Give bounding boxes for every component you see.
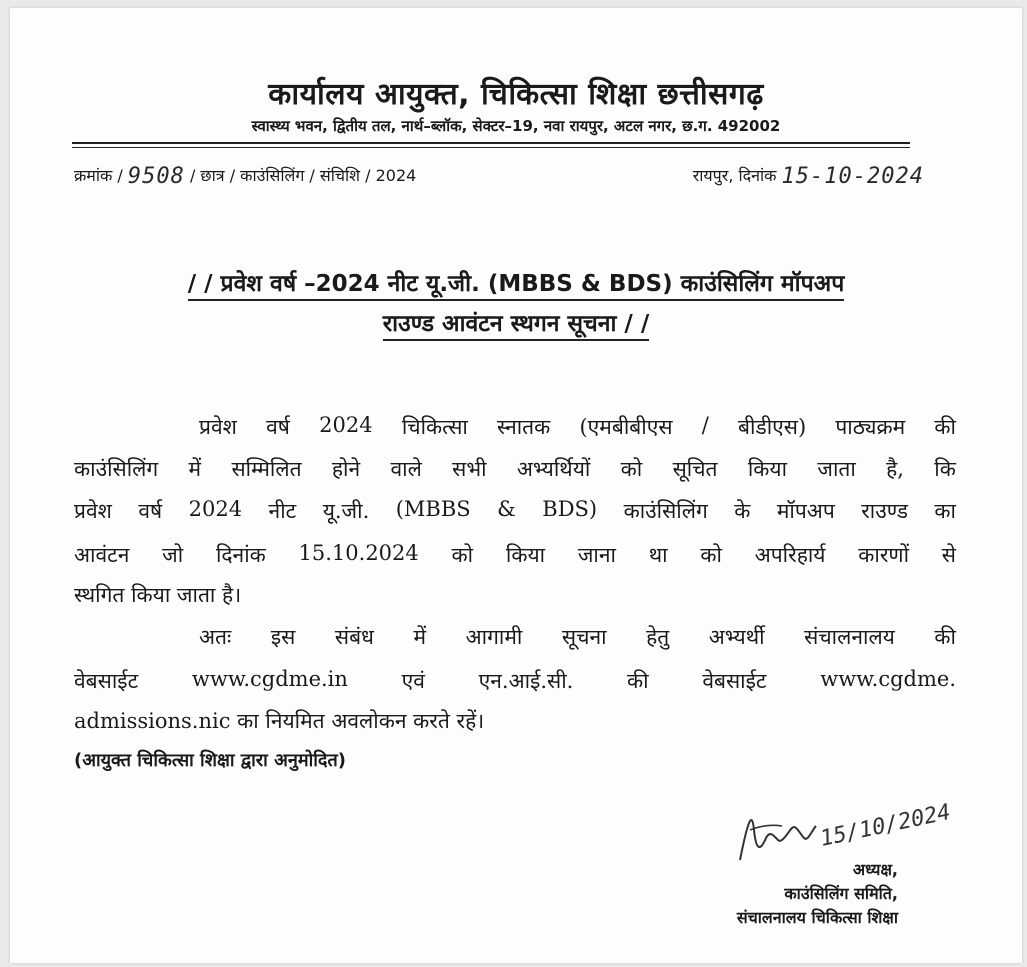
body-word: मॉपअप — [776, 499, 835, 523]
place-label: रायपुर, दिनांक — [692, 166, 777, 185]
body-word: नीट — [268, 499, 297, 523]
header-divider-thin — [72, 147, 910, 148]
body-word: सम्मिलित — [231, 457, 302, 481]
body-word: (एमबीबीएस — [579, 415, 673, 439]
body-line — [199, 623, 956, 651]
body-word: पाठ्यक्रम — [835, 415, 906, 439]
body-word: काउंसिलिंग — [74, 457, 159, 481]
signature-date: 15/10/2024 — [818, 799, 950, 852]
signatory-department: संचालनालय चिकित्सा शिक्षा — [736, 908, 898, 927]
body-word: प्रवेश — [74, 499, 112, 523]
header-divider-thick — [72, 142, 910, 144]
body-word: के — [734, 499, 751, 523]
body-word: होने — [331, 457, 361, 481]
body-word: को — [700, 543, 722, 567]
body-word: यू.जी. — [322, 499, 370, 523]
body-word: 2024 — [319, 413, 373, 437]
office-title: कार्यालय आयुक्त, चिकित्सा शिक्षा छत्तीसगढ़ — [268, 77, 764, 112]
body-word: सूचना — [561, 625, 607, 649]
body-word: को — [451, 543, 474, 567]
signatory-committee: काउंसिलिंग समिति, — [784, 884, 898, 903]
body-word: एवं — [401, 669, 425, 693]
body-word: वर्ष — [266, 415, 290, 439]
body-word: को — [620, 457, 643, 481]
body-word: (MBBS — [395, 497, 471, 521]
body-line — [199, 413, 956, 441]
body-word: था — [648, 543, 668, 567]
body-word: अपरिहार्य — [754, 543, 826, 567]
reference-number — [74, 162, 416, 187]
body-word: राउण्ड — [861, 499, 908, 523]
body-word: एन.आई.सी. — [478, 669, 574, 693]
reference-handwritten-number: 9508 — [127, 164, 185, 189]
body-word: वेबसाईट — [702, 669, 767, 693]
body-word: जो — [162, 543, 184, 567]
body-word: कि — [934, 457, 956, 481]
body-word: जाता — [817, 457, 856, 481]
body-word: संचालनालय — [804, 625, 895, 649]
handwritten-signature — [730, 790, 950, 880]
body-word: काउंसिलिंग — [623, 499, 708, 523]
body-word: दिनांक — [215, 543, 266, 567]
body-word: की — [627, 669, 649, 693]
body-word: आगामी — [465, 625, 523, 649]
subject-line-2 — [10, 306, 1022, 338]
body-word: अभ्यर्थी — [708, 625, 765, 649]
subject-text-2: राउण्ड आवंटन स्थगन सूचना / / — [383, 311, 649, 341]
body-word: हेतु — [646, 625, 670, 649]
body-word: संबंध — [334, 625, 374, 649]
body-word: www.cgdme.in — [191, 667, 348, 691]
body-word: बीडीएस) — [738, 415, 807, 439]
body-word: से — [941, 543, 956, 567]
body-word: कारणों — [858, 543, 910, 567]
reference-prefix: क्रमांक / — [74, 166, 123, 185]
reference-row — [74, 156, 924, 189]
body-word: 2024 — [188, 497, 243, 521]
approval-note: (आयुक्त चिकित्सा शिक्षा द्वारा अनुमोदित) — [74, 750, 346, 771]
body-word: www.cgdme. — [820, 667, 956, 691]
body-word: है, — [886, 457, 904, 481]
body-word: किया — [505, 543, 546, 567]
body-word: & — [497, 497, 516, 521]
body-word: सभी — [452, 457, 487, 481]
body-word: प्रवेश — [199, 415, 237, 439]
body-word: वेबसाईट — [74, 669, 139, 693]
body-line — [74, 497, 956, 525]
body-word: चिकित्सा — [401, 415, 468, 439]
body-line: स्थगित किया जाता है। — [74, 583, 242, 607]
body-word: में — [413, 625, 427, 649]
body-line: admissions.nic का नियमित अवलोकन करते रहें। — [74, 709, 485, 733]
subject-text-1: / / प्रवेश वर्ष –2024 नीट यू.जी. (MBBS & BDS) काउंसिलिंग मॉपअप — [188, 271, 845, 301]
body-word: में — [188, 457, 202, 481]
body-word: 15.10.2024 — [298, 541, 419, 565]
body-word: अभ्यर्थियों — [516, 457, 591, 481]
subject-line-1 — [10, 266, 1022, 298]
place-date — [693, 162, 924, 187]
signatory-designation: अध्यक्ष, — [852, 860, 898, 879]
body-word: स्नातक — [497, 415, 551, 439]
body-line — [74, 667, 956, 695]
body-word: वाले — [390, 457, 422, 481]
body-word: / — [701, 413, 709, 437]
body-word: जाना — [577, 543, 616, 567]
body-word: वर्ष — [138, 499, 163, 523]
body-word: का — [934, 499, 956, 523]
body-word: BDS) — [542, 497, 598, 521]
reference-suffix: / छात्र / काउंसिलिंग / संचिशि / 2024 — [189, 166, 417, 185]
office-address: स्वास्थ्य भवन, द्वितीय तल, नार्थ–ब्लॉक, सेक्टर–19, नवा रायपुर, अटल नगर, छ.ग. 492002 — [251, 117, 781, 135]
handwritten-date: 15-10-2024 — [781, 164, 924, 189]
body-word: अतः — [199, 625, 232, 649]
body-word: किया — [747, 457, 788, 481]
document-page — [10, 8, 1022, 963]
body-word: की — [934, 415, 956, 439]
body-word: सूचित — [672, 457, 718, 481]
body-word: इस — [270, 625, 296, 649]
body-word: की — [934, 625, 956, 649]
body-line — [74, 541, 956, 569]
body-word: आवंटन — [74, 543, 130, 567]
body-line — [74, 455, 956, 483]
